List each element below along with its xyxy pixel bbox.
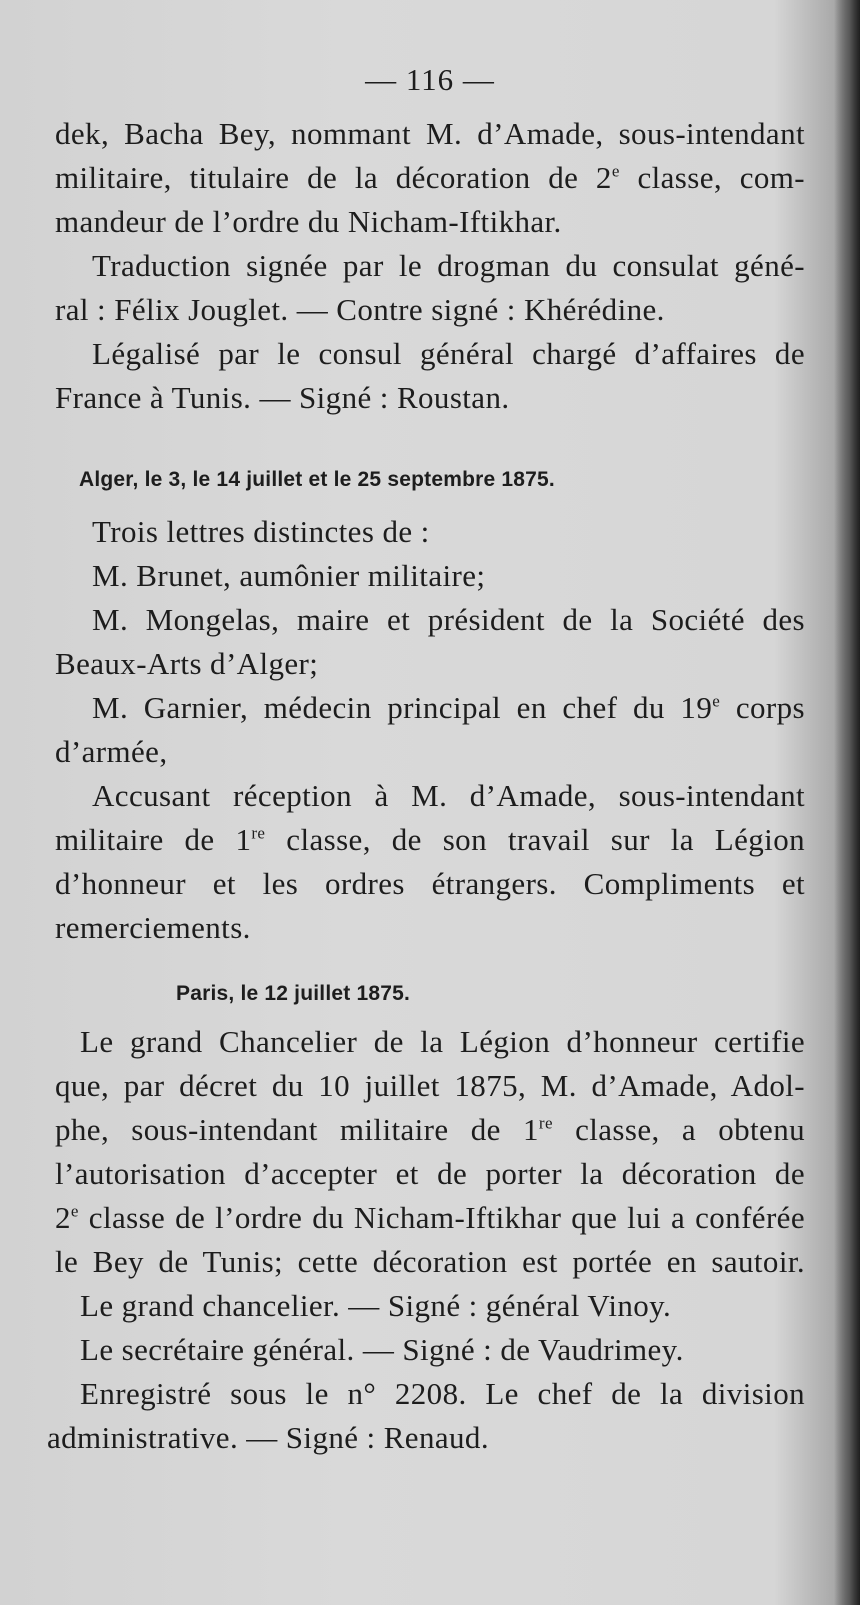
- text-line: remerciements.: [55, 910, 251, 945]
- text-line: d’armée,: [55, 734, 168, 769]
- text-line: d’honneur et les ordres étrangers. Compliments et: [55, 866, 805, 901]
- text-line: Beaux-Arts d’Alger;: [55, 646, 319, 681]
- text-line: Traduction signée par le drogman du consulat géné-: [92, 248, 805, 283]
- text-line: que, par décret du 10 juillet 1875, M. d’Amade, Adol-: [55, 1068, 805, 1103]
- text-line: Enregistré sous le n° 2208. Le chef de la division: [80, 1376, 805, 1411]
- text-line: M. Garnier, médecin principal en chef du 19e corps: [92, 690, 806, 725]
- dateline: Alger, le 3, le 14 juillet et le 25 septembre 1875.: [79, 468, 555, 491]
- text-line: Le secrétaire général. — Signé : de Vaudrimey.: [80, 1332, 684, 1367]
- text-line: militaire de 1re classe, de son travail sur la Légion: [55, 822, 805, 857]
- text-line: dek, Bacha Bey, nommant M. d’Amade, sous-intendant: [55, 116, 805, 151]
- text-line: France à Tunis. — Signé : Roustan.: [55, 380, 510, 415]
- text-line: M. Brunet, aumônier militaire;: [92, 558, 486, 593]
- text-line: l’autorisation d’accepter et de porter la décoration de: [55, 1156, 805, 1191]
- text-line: Le grand chancelier. — Signé : général Vinoy.: [80, 1288, 672, 1323]
- text-line: Le grand Chancelier de la Légion d’honneur certifie: [80, 1024, 805, 1059]
- page-number: — 116 —: [365, 62, 495, 97]
- text-line: phe, sous-intendant militaire de 1re classe, a obtenu: [55, 1112, 805, 1147]
- text-line: Accusant réception à M. d’Amade, sous-intendant: [92, 778, 805, 813]
- text-line: Légalisé par le consul général chargé d’affaires de: [92, 336, 805, 371]
- page-edge-shadow: [834, 0, 860, 1605]
- text-line: mandeur de l’ordre du Nicham-Iftikhar.: [55, 204, 562, 239]
- text-line: 2e classe de l’ordre du Nicham-Iftikhar que lui a conférée: [55, 1200, 805, 1235]
- text-line: ral : Félix Jouglet. — Contre signé : Khérédine.: [55, 292, 665, 327]
- text-line: administrative. — Signé : Renaud.: [47, 1420, 489, 1455]
- text-line: le Bey de Tunis; cette décoration est portée en sautoir.: [55, 1244, 805, 1279]
- text-line: M. Mongelas, maire et président de la Société des: [92, 602, 805, 637]
- text-line: militaire, titulaire de la décoration de 2e classe, com-: [55, 160, 805, 195]
- text-line: Trois lettres distinctes de :: [92, 514, 430, 549]
- dateline: Paris, le 12 juillet 1875.: [176, 982, 411, 1005]
